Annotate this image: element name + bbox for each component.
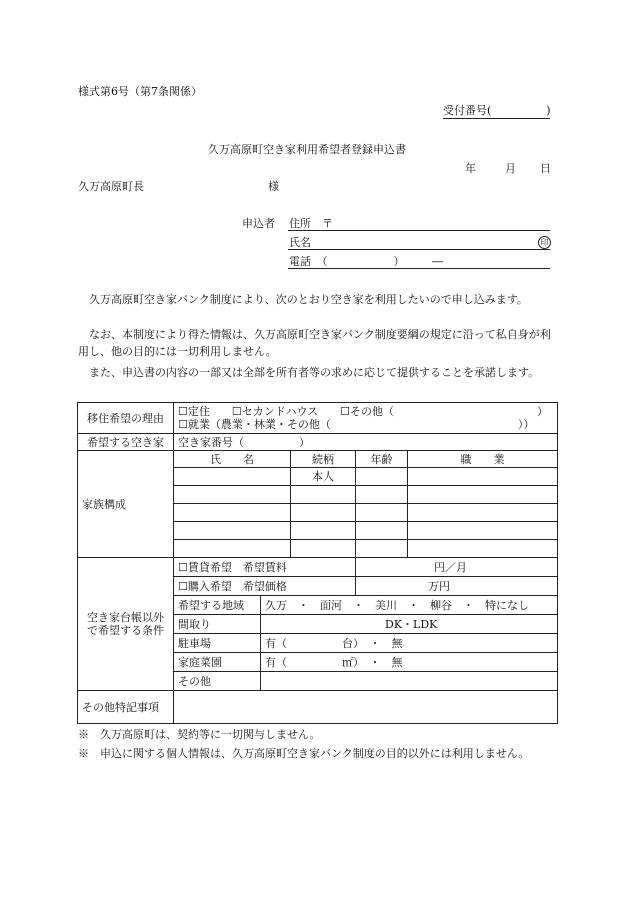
family-col-name: 氏 名	[174, 451, 291, 468]
layout-value[interactable]: DK・LDK	[261, 615, 558, 634]
family-occupation-cell[interactable]	[408, 486, 558, 504]
reception-underline	[443, 118, 550, 119]
date-year-label: 年	[465, 162, 476, 175]
family-label: 家族構成	[78, 451, 174, 558]
family-relation-cell[interactable]	[291, 540, 356, 558]
area-options[interactable]: 久万 ・ 面河 ・ 美川 ・ 柳谷 ・ 特になし	[261, 596, 558, 615]
area-label: 希望する地域	[174, 596, 261, 615]
rent-option[interactable]: ☐賃貸希望 希望賃料	[174, 558, 356, 577]
family-occupation-cell[interactable]	[408, 540, 558, 558]
family-col-age: 年齢	[356, 451, 408, 468]
family-occupation-cell[interactable]	[408, 504, 558, 522]
parking-label: 駐車場	[174, 634, 261, 653]
name-field-line[interactable]	[288, 249, 550, 250]
seal-icon: 印	[538, 236, 551, 249]
phone-field-line[interactable]	[288, 268, 550, 269]
address-field-line[interactable]	[288, 230, 550, 231]
reason-options[interactable]	[174, 403, 558, 434]
conditions-label: 空き家台帳以外で希望する条件	[78, 558, 174, 691]
family-name-cell[interactable]	[174, 522, 291, 540]
family-age-cell[interactable]	[356, 468, 408, 486]
family-age-cell[interactable]	[356, 504, 408, 522]
page-title: 久万高原町空き家利用希望者登録申込書	[208, 143, 406, 156]
paragraph-3: また、申込書の内容の一部又は全部を所有者等の求めに応じて提供することを承諾します。	[78, 366, 540, 379]
family-name-cell[interactable]	[174, 486, 291, 504]
family-col-relation: 続柄	[291, 451, 356, 468]
rent-row	[78, 558, 558, 577]
buy-option[interactable]: ☐購入希望 希望価格	[174, 577, 356, 596]
family-age-cell[interactable]	[356, 522, 408, 540]
family-relation-cell[interactable]	[291, 522, 356, 540]
family-relation-cell[interactable]: 本人	[291, 468, 356, 486]
note-1: ※ 久万高原町は、契約等に一切関与しません。	[78, 728, 321, 741]
special-value[interactable]	[174, 691, 558, 724]
reason-line-1[interactable]: ☐定住 ☐セカンドハウス ☐その他（ ）	[178, 405, 549, 418]
applicant-label: 申込者	[242, 217, 275, 230]
house-label: 希望する空き家	[78, 434, 174, 451]
family-age-cell[interactable]	[356, 540, 408, 558]
reception-number: 受付番号( )	[443, 104, 551, 117]
other-label: その他	[174, 672, 261, 691]
house-number-field[interactable]: 空き家番号（ ）	[174, 434, 558, 451]
house-row	[78, 434, 558, 451]
parking-value[interactable]: 有（ 台） ・ 無	[261, 634, 558, 653]
family-header-row	[78, 451, 558, 468]
family-col-occupation: 職 業	[408, 451, 558, 468]
phone-field-label: 電話 （ ） ―	[289, 255, 443, 268]
reason-line-2[interactable]: ☐就業（農業・林業・その他（ ））	[178, 418, 535, 431]
reason-row	[78, 403, 558, 434]
family-name-cell[interactable]	[174, 540, 291, 558]
application-table	[77, 402, 558, 724]
special-row	[78, 691, 558, 724]
honorific: 様	[268, 180, 279, 193]
family-occupation-cell[interactable]	[408, 468, 558, 486]
paragraph-1: 久万高原町空き家バンク制度により、次のとおり空き家を利用したいので申し込みます。	[78, 293, 528, 306]
family-age-cell[interactable]	[356, 486, 408, 504]
garden-value[interactable]: 有（ ㎡） ・ 無	[261, 653, 558, 672]
address-field-label: 住所 〒	[289, 217, 333, 230]
garden-label: 家庭菜園	[174, 653, 261, 672]
date-day-label: 日	[540, 162, 551, 175]
family-name-cell[interactable]	[174, 504, 291, 522]
family-relation-cell[interactable]	[291, 486, 356, 504]
paragraph-2: なお、本制度により得た情報は、久万高原町空き家バンク制度要綱の規定に沿って私自身が利用し、他の目的には一切利用しません。	[78, 328, 551, 358]
seal-mark	[538, 235, 551, 249]
buy-unit[interactable]: 万円	[356, 577, 558, 596]
name-field-label: 氏名	[289, 236, 311, 249]
other-value[interactable]	[261, 672, 558, 691]
form-number: 様式第6号（第7条関係）	[78, 85, 202, 98]
family-relation-cell[interactable]	[291, 504, 356, 522]
reason-label: 移住希望の理由	[78, 403, 174, 434]
date-month-label: 月	[505, 162, 516, 175]
rent-unit[interactable]: 円／月	[356, 558, 558, 577]
special-label: その他特記事項	[78, 691, 174, 724]
note-2: ※ 申込に関する個人情報は、久万高原町空き家バンク制度の目的以外には利用しません。	[78, 747, 530, 760]
layout-label: 間取り	[174, 615, 261, 634]
family-name-cell[interactable]	[174, 468, 291, 486]
family-occupation-cell[interactable]	[408, 522, 558, 540]
addressee: 久万高原町長	[78, 180, 144, 193]
